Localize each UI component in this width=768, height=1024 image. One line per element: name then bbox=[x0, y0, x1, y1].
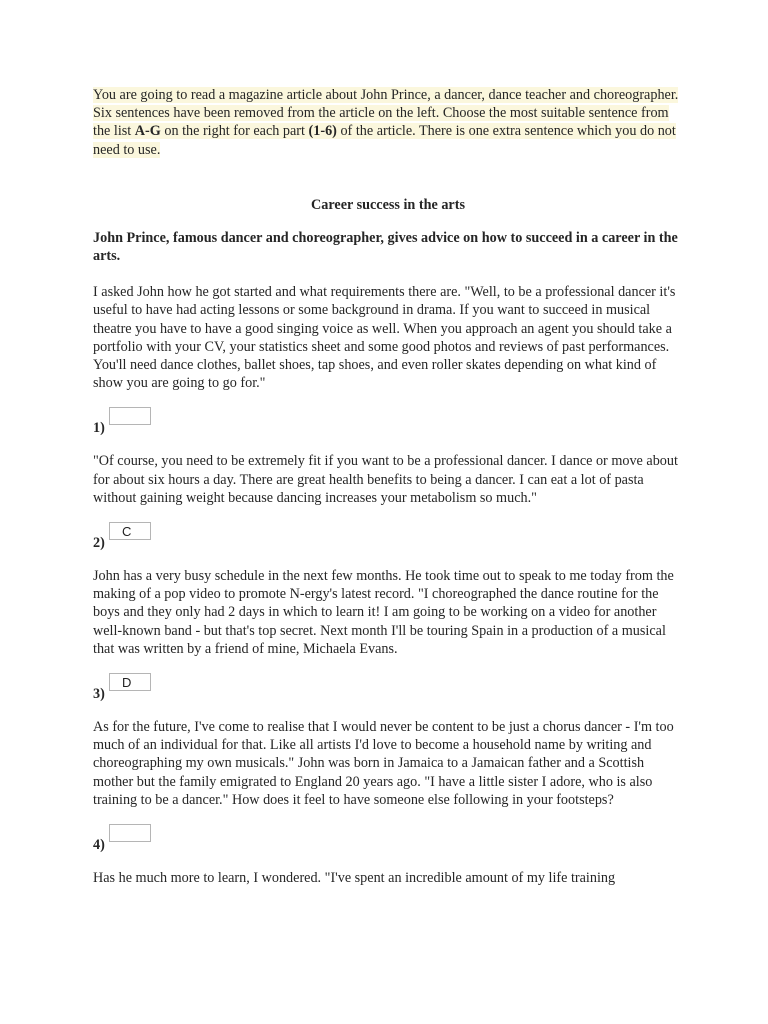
instructions bbox=[93, 86, 683, 159]
instructions-text-2: on the right for each part bbox=[160, 123, 309, 140]
answer-input-4[interactable] bbox=[109, 824, 151, 842]
question-number: 4) bbox=[93, 837, 105, 854]
instructions-option-range: A-G bbox=[134, 123, 161, 140]
article-paragraph: "Of course, you need to be extremely fit if you want to be a professional dancer. I dance or move about for about six hours a day. There are great health benefits to being a dancer. I can eat a lot of pasta without gaining weight because dancing increases your metabolism so much." bbox=[93, 453, 678, 506]
question-number: 3) bbox=[93, 686, 105, 703]
article-paragraph: I asked John how he got started and what requirements there are. "Well, to be a professional dancer it's useful to have had acting lessons or some background in drama. If you want to succeed in musical theatre you have to have a good singing voice as well. When you approach an agent you should take a portfolio with your CV, your statistics sheet and some good photos and reviews of past performances. You'll need dance clothes, ballet shoes, tap shoes, and even roller skates depending on what kind of show you are going to go for." bbox=[93, 284, 676, 392]
answer-input-2[interactable]: C bbox=[109, 522, 151, 540]
instructions-text-1: You are going to read a magazine article about John Prince, a dancer, dance teacher and choreographer. Six sentences have been removed from the article on the left. Choose the most suitable sentence from the list bbox=[93, 87, 679, 140]
article-paragraph: As for the future, I've come to realise that I would never be content to be just a chorus dancer - I'm too much of an individual for that. Like all artists I'd love to become a household name by writing and choreographing my own musicals." John was born in Jamaica to a Jamaican father and a Scottish mother but the family emigrated to England 20 years ago. "I have a little sister I adore, who is also training to be a dancer." How does it feel to have someone else following in your footsteps? bbox=[93, 719, 674, 808]
article-subtitle: John Prince, famous dancer and choreographer, gives advice on how to succeed in a career in the arts. bbox=[93, 229, 678, 265]
article-title: Career success in the arts bbox=[311, 196, 465, 213]
article-paragraph: John has a very busy schedule in the next few months. He took time out to speak to me today from the making of a pop video to promote N-ergy's latest record. "I choreographed the dance routine for the boys and they only had 2 days in which to learn it! I am going to be working on a video for another well-known band - but that's top secret. Next month I'll be touring Spain in a production of a musical that was written by a friend of mine, Michaela Evans. bbox=[93, 568, 674, 657]
instructions-highlight bbox=[93, 87, 678, 158]
instructions-text-3: of the article. There is one extra sentence which you do not need to use. bbox=[93, 123, 676, 158]
question-number: 2) bbox=[93, 535, 105, 552]
question-2 bbox=[93, 522, 683, 552]
question-1 bbox=[93, 407, 683, 437]
question-number: 1) bbox=[93, 420, 105, 437]
question-3 bbox=[93, 673, 683, 703]
question-4 bbox=[93, 824, 683, 854]
worksheet-page bbox=[93, 86, 683, 887]
answer-input-3[interactable]: D bbox=[109, 673, 151, 691]
article-paragraph: Has he much more to learn, I wondered. "I've spent an incredible amount of my life training bbox=[93, 870, 616, 887]
answer-input-1[interactable] bbox=[109, 407, 151, 425]
instructions-part-range: (1-6) bbox=[308, 123, 337, 140]
